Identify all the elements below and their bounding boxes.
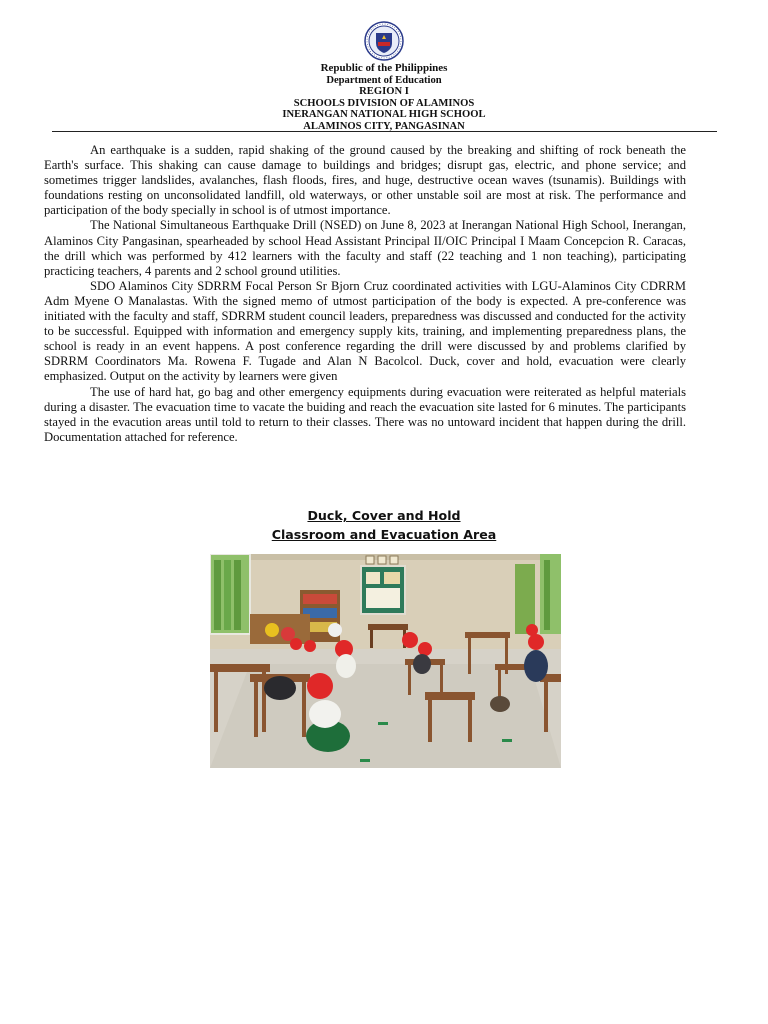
header-school: INERANGAN NATIONAL HIGH SCHOOL: [282, 109, 486, 121]
paragraph-evacuation: The use of hard hat, go bag and other emergency equipments during evacuation were reiterated as helpful materials during a disaster. The evacuation time to vacate the buiding and reach the evacuation site lasted for 6 minutes. The participants stayed in the evacution areas until told to return to their classes. There was no untoward incident that happen during the drill. Documentation attached for reference.: [44, 384, 686, 444]
header-republic: Republic of the Philippines: [320, 62, 448, 74]
header-division: SCHOOLS DIVISION OF ALAMINOS: [293, 97, 475, 109]
deped-seal-icon: [361, 21, 407, 61]
header-department: Department of Education: [326, 74, 442, 86]
photo-caption-subtitle: Classroom and Evacuation Area: [271, 527, 497, 542]
header-divider: [52, 131, 717, 132]
paragraph-nsed-details: The National Simultaneous Earthquake Drill (NSED) on June 8, 2023 at Inerangan National High School, Inerangan, Alaminos City Pangasinan, spearheaded by school Head Assistant Principal II/OIC Principal I Maam Concepcion R. Caracas, the drill which was performed by 412 learners with the faculty and staff (22 teaching and 1 non teaching), participating practicing teachers, 4 parents and 2 school ground utilities.: [44, 218, 686, 278]
report-body: [44, 143, 686, 445]
header-location: ALAMINOS CITY, PANGASINAN: [303, 120, 465, 132]
photo-caption-title: Duck, Cover and Hold: [307, 508, 461, 523]
header-region: REGION I: [359, 86, 409, 98]
document-header: [0, 63, 768, 133]
paragraph-earthquake-definition: An earthquake is a sudden, rapid shaking of the ground caused by the breaking and shifting of rock beneath the Earth's surface. This shaking can cause damage to buildings and bridges; disrupt gas, electric, and phone service; and sometimes trigger landslides, avalanches, flash floods, fires, and huge, destructive ocean waves (tsunamis). Buildings with foundations resting on unconsolidated landfill, old waterways, or other unstable soil are most at risk. The performance and participation of the body specially in school is of utmost importance.: [44, 143, 686, 218]
paragraph-coordination: SDO Alaminos City SDRRM Focal Person Sr Bjorn Cruz coordinated activities with LGU-Alaminos City CDRRM Adm Myene O Manalastas. With the signed memo of utmost participation of the body is expected. A pre-conference was initiated with the faculty and staff, SDRRM student council leaders, preparedness was discussed and conducted for the activity to be successful. Equipped with information and emergency supply kits, training, and implementing preparedness plans, the school is ready in an event happens. A post conference regarding the drill were discussed by and problems clarified by SDRRM Coordinators Ma. Rowena F. Tugade and Alan N Bacolcol. Duck, cover and hold, evacuation were clearly emphasized. Output on the activity by learners were given: [44, 278, 686, 384]
classroom-drill-photo: [210, 554, 561, 768]
